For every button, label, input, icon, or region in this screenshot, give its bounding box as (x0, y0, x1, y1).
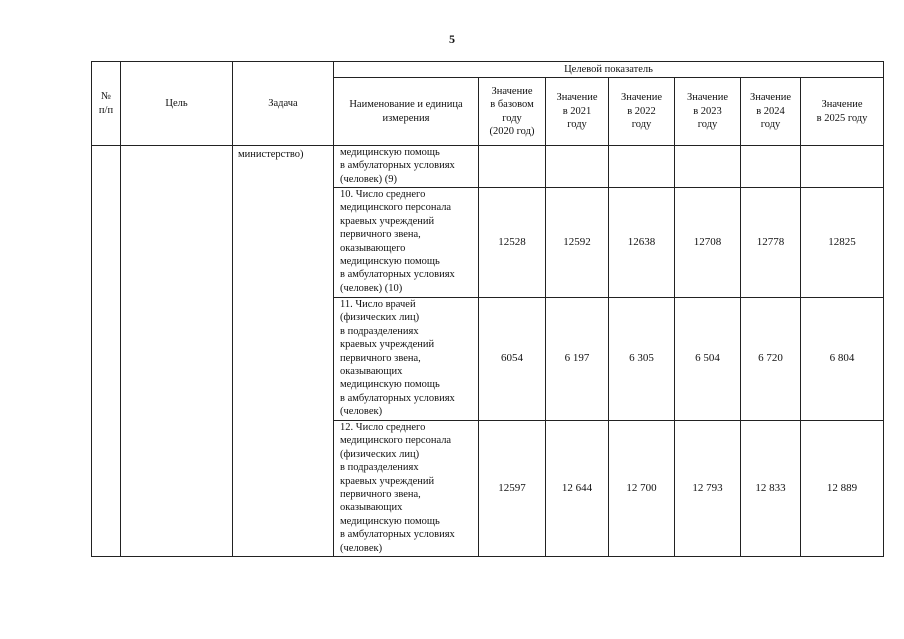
table-row (92, 146, 884, 188)
value-2022 (609, 146, 675, 188)
header-goal: Цель (121, 62, 233, 146)
target-indicators-table (91, 61, 884, 557)
value-2024: 6 720 (741, 298, 801, 421)
cell-goal (121, 146, 233, 557)
header-2024: Значение в 2024 году (741, 78, 801, 146)
value-2021: 6 197 (546, 298, 609, 421)
indicator-name: 12. Число среднего медицинского персонала (физических лиц) в подразделениях краевых учреждений первичного звена, оказывающих медицинскую помощь в амбулаторных условиях (человек) (334, 421, 479, 557)
value-2023 (675, 146, 741, 188)
value-2021: 12 644 (546, 421, 609, 557)
page-number: 5 (449, 32, 455, 46)
value-2024: 12 833 (741, 421, 801, 557)
value-2022: 6 305 (609, 298, 675, 421)
header-2023: Значение в 2023 году (675, 78, 741, 146)
value-base: 12597 (479, 421, 546, 557)
cell-task: министерство) (233, 146, 334, 557)
header-2022: Значение в 2022 году (609, 78, 675, 146)
value-2022: 12 700 (609, 421, 675, 557)
value-2021: 12592 (546, 188, 609, 298)
value-2023: 12708 (675, 188, 741, 298)
value-2023: 6 504 (675, 298, 741, 421)
value-base: 12528 (479, 188, 546, 298)
indicator-name: медицинскую помощь в амбулаторных условиях (человек) (9) (334, 146, 479, 188)
header-name-unit: Наименование и единица измерения (334, 78, 479, 146)
cell-num (92, 146, 121, 557)
value-2025: 6 804 (801, 298, 884, 421)
header-base-year: Значение в базовом году (2020 год) (479, 78, 546, 146)
header-row-top (92, 62, 884, 78)
indicator-name: 11. Число врачей (физических лиц) в подразделениях краевых учреждений первичного звена, оказывающих медицинскую помощь в амбулаторных условиях (человек) (334, 298, 479, 421)
indicator-name: 10. Число среднего медицинского персонала краевых учреждений первичного звена, оказывающего медицинскую помощь в амбулаторных условиях (человек) (10) (334, 188, 479, 298)
value-2021 (546, 146, 609, 188)
header-2025: Значение в 2025 году (801, 78, 884, 146)
value-2024 (741, 146, 801, 188)
value-2025 (801, 146, 884, 188)
value-2022: 12638 (609, 188, 675, 298)
header-task: Задача (233, 62, 334, 146)
value-2025: 12825 (801, 188, 884, 298)
header-2021: Значение в 2021 году (546, 78, 609, 146)
value-2023: 12 793 (675, 421, 741, 557)
header-target-indicator: Целевой показатель (334, 62, 884, 78)
value-2025: 12 889 (801, 421, 884, 557)
value-base: 6054 (479, 298, 546, 421)
value-2024: 12778 (741, 188, 801, 298)
header-num: № п/п (92, 62, 121, 146)
value-base (479, 146, 546, 188)
